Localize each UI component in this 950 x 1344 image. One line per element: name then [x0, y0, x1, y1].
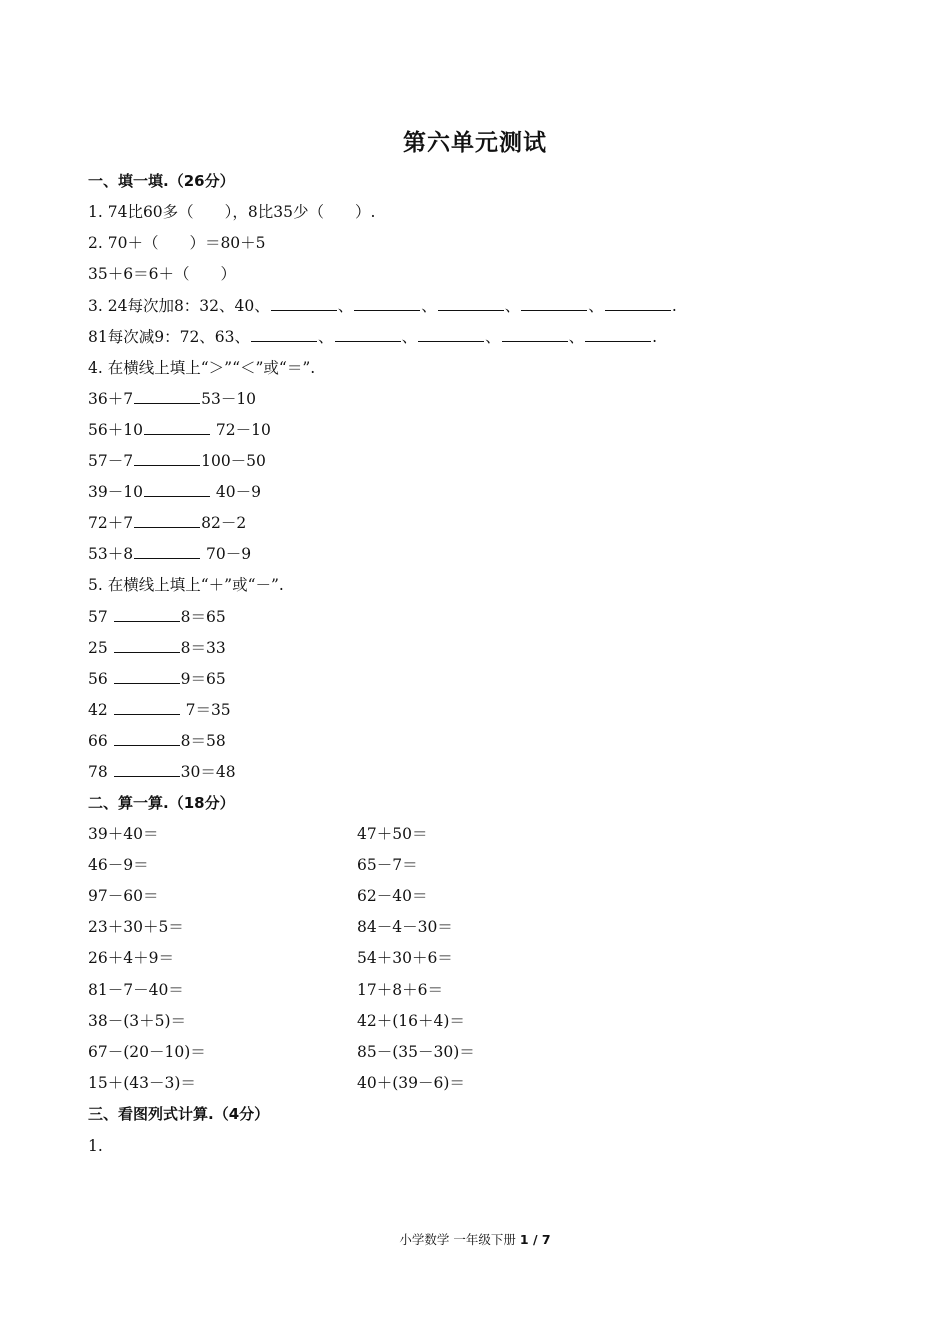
answer-blank[interactable] [134, 451, 200, 466]
answer-blank[interactable] [418, 327, 484, 342]
q5-left: 78 [88, 763, 113, 781]
answer-blank[interactable] [605, 296, 671, 311]
separator: 、 [337, 297, 354, 315]
calc-item: 97－60＝ [88, 887, 159, 905]
calc-item: 47＋50＝ [357, 825, 428, 843]
q4-right: 40－9 [210, 483, 261, 501]
section3-heading: 三、看图列式计算.（4分） [88, 1105, 270, 1123]
calc-item: 54＋30＋6＝ [357, 949, 453, 967]
section1-heading: 一、填一填.（26分） [88, 172, 235, 190]
q3b-end: . [652, 328, 658, 346]
q4-right: 53－10 [201, 390, 257, 408]
q3b-line [88, 327, 657, 347]
calc-item: 85－(35－30)＝ [357, 1043, 475, 1061]
q4-left: 53＋8 [88, 545, 134, 563]
q2a-text: 2. 70＋（ ）＝80＋5 [88, 234, 266, 252]
q4-right: 70－9 [201, 545, 252, 563]
footer-text: 小学数学 一年级下册 [399, 1232, 516, 1247]
q5-left: 42 [88, 701, 113, 719]
calc-item: 67－(20－10)＝ [88, 1043, 206, 1061]
q3b-prefix: 81每次减9：72、63、 [88, 328, 251, 346]
q3a-prefix: 3. 24每次加8：32、40、 [88, 297, 270, 315]
page-title: 第六单元测试 [403, 130, 547, 156]
q5-heading: 5. 在横线上填上“＋”或“－”. [88, 576, 284, 594]
q5-right: 30＝48 [180, 763, 236, 781]
calc-item: 84－4－30＝ [357, 918, 453, 936]
q5-left: 56 [88, 670, 113, 688]
q5-right: 7＝35 [180, 701, 231, 719]
q5-row [88, 731, 226, 751]
answer-blank[interactable] [585, 327, 651, 342]
section2-heading: 二、算一算.（18分） [88, 794, 235, 812]
answer-blank[interactable] [251, 327, 317, 342]
answer-blank[interactable] [354, 296, 420, 311]
calc-item: 40＋(39－6)＝ [357, 1074, 465, 1092]
calc-item: 81－7－40＝ [88, 981, 184, 999]
calc-item: 39＋40＝ [88, 825, 159, 843]
calc-item: 62－40＝ [357, 887, 428, 905]
q4-right: 100－50 [201, 452, 266, 470]
q5-row [88, 607, 226, 627]
separator: 、 [588, 297, 604, 315]
answer-blank[interactable] [144, 420, 210, 435]
calc-item: 15＋(43－3)＝ [88, 1074, 196, 1092]
separator: 、 [318, 328, 334, 346]
q1-text: 1. 74比60多（ ），8比35少（ ）. [88, 203, 376, 221]
separator: 、 [421, 297, 437, 315]
answer-blank[interactable] [521, 296, 587, 311]
answer-blank[interactable] [114, 669, 180, 684]
separator: 、 [504, 297, 521, 315]
q4-right: 72－10 [210, 421, 271, 439]
q5-right: 9＝65 [180, 670, 226, 688]
answer-blank[interactable] [114, 700, 180, 715]
page-footer [0, 1230, 950, 1248]
q4-heading: 4. 在横线上填上“＞”“＜”或“＝”. [88, 359, 316, 377]
calc-item: 26＋4＋9＝ [88, 949, 174, 967]
separator: 、 [485, 328, 501, 346]
calc-item: 65－7＝ [357, 856, 418, 874]
q3a-end: . [671, 297, 677, 315]
calc-item: 46－9＝ [88, 856, 149, 874]
answer-blank[interactable] [114, 638, 180, 653]
q4-row [88, 482, 261, 502]
separator: 、 [568, 328, 585, 346]
q4-right: 82－2 [201, 514, 247, 532]
q4-row [88, 544, 251, 564]
q5-right: 8＝65 [180, 608, 226, 626]
q4-row [88, 451, 266, 471]
q4-row [88, 389, 256, 409]
q4-left: 39－10 [88, 483, 143, 501]
calc-item: 38－(3＋5)＝ [88, 1012, 187, 1030]
separator: 、 [401, 328, 418, 346]
answer-blank[interactable] [271, 296, 337, 311]
answer-blank[interactable] [134, 389, 200, 404]
calc-item: 17＋8＋6＝ [357, 981, 443, 999]
q5-left: 66 [88, 732, 113, 750]
answer-blank[interactable] [114, 607, 180, 622]
q4-row [88, 513, 246, 533]
q4-left: 57－7 [88, 452, 134, 470]
answer-blank[interactable] [502, 327, 568, 342]
answer-blank[interactable] [438, 296, 504, 311]
section3-q1: 1. [88, 1137, 103, 1155]
calc-item: 23＋30＋5＝ [88, 918, 184, 936]
q4-left: 72＋7 [88, 514, 134, 532]
page-number: 1 / 7 [519, 1232, 551, 1247]
q2b-text: 35＋6＝6＋（ ） [88, 265, 236, 283]
calc-item: 42＋(16＋4)＝ [357, 1012, 465, 1030]
answer-blank[interactable] [134, 544, 200, 559]
answer-blank[interactable] [144, 482, 210, 497]
answer-blank[interactable] [335, 327, 401, 342]
answer-blank[interactable] [114, 731, 180, 746]
q5-row [88, 700, 231, 720]
q5-row [88, 669, 226, 689]
q4-left: 36＋7 [88, 390, 134, 408]
q5-left: 25 [88, 639, 113, 657]
answer-blank[interactable] [134, 513, 200, 528]
q5-row [88, 638, 226, 658]
answer-blank[interactable] [114, 762, 180, 777]
q3a-line [88, 296, 677, 316]
q5-left: 57 [88, 608, 113, 626]
q5-row [88, 762, 236, 782]
q4-row [88, 420, 271, 440]
q5-right: 8＝33 [180, 639, 226, 657]
q5-right: 8＝58 [180, 732, 226, 750]
q4-left: 56＋10 [88, 421, 143, 439]
